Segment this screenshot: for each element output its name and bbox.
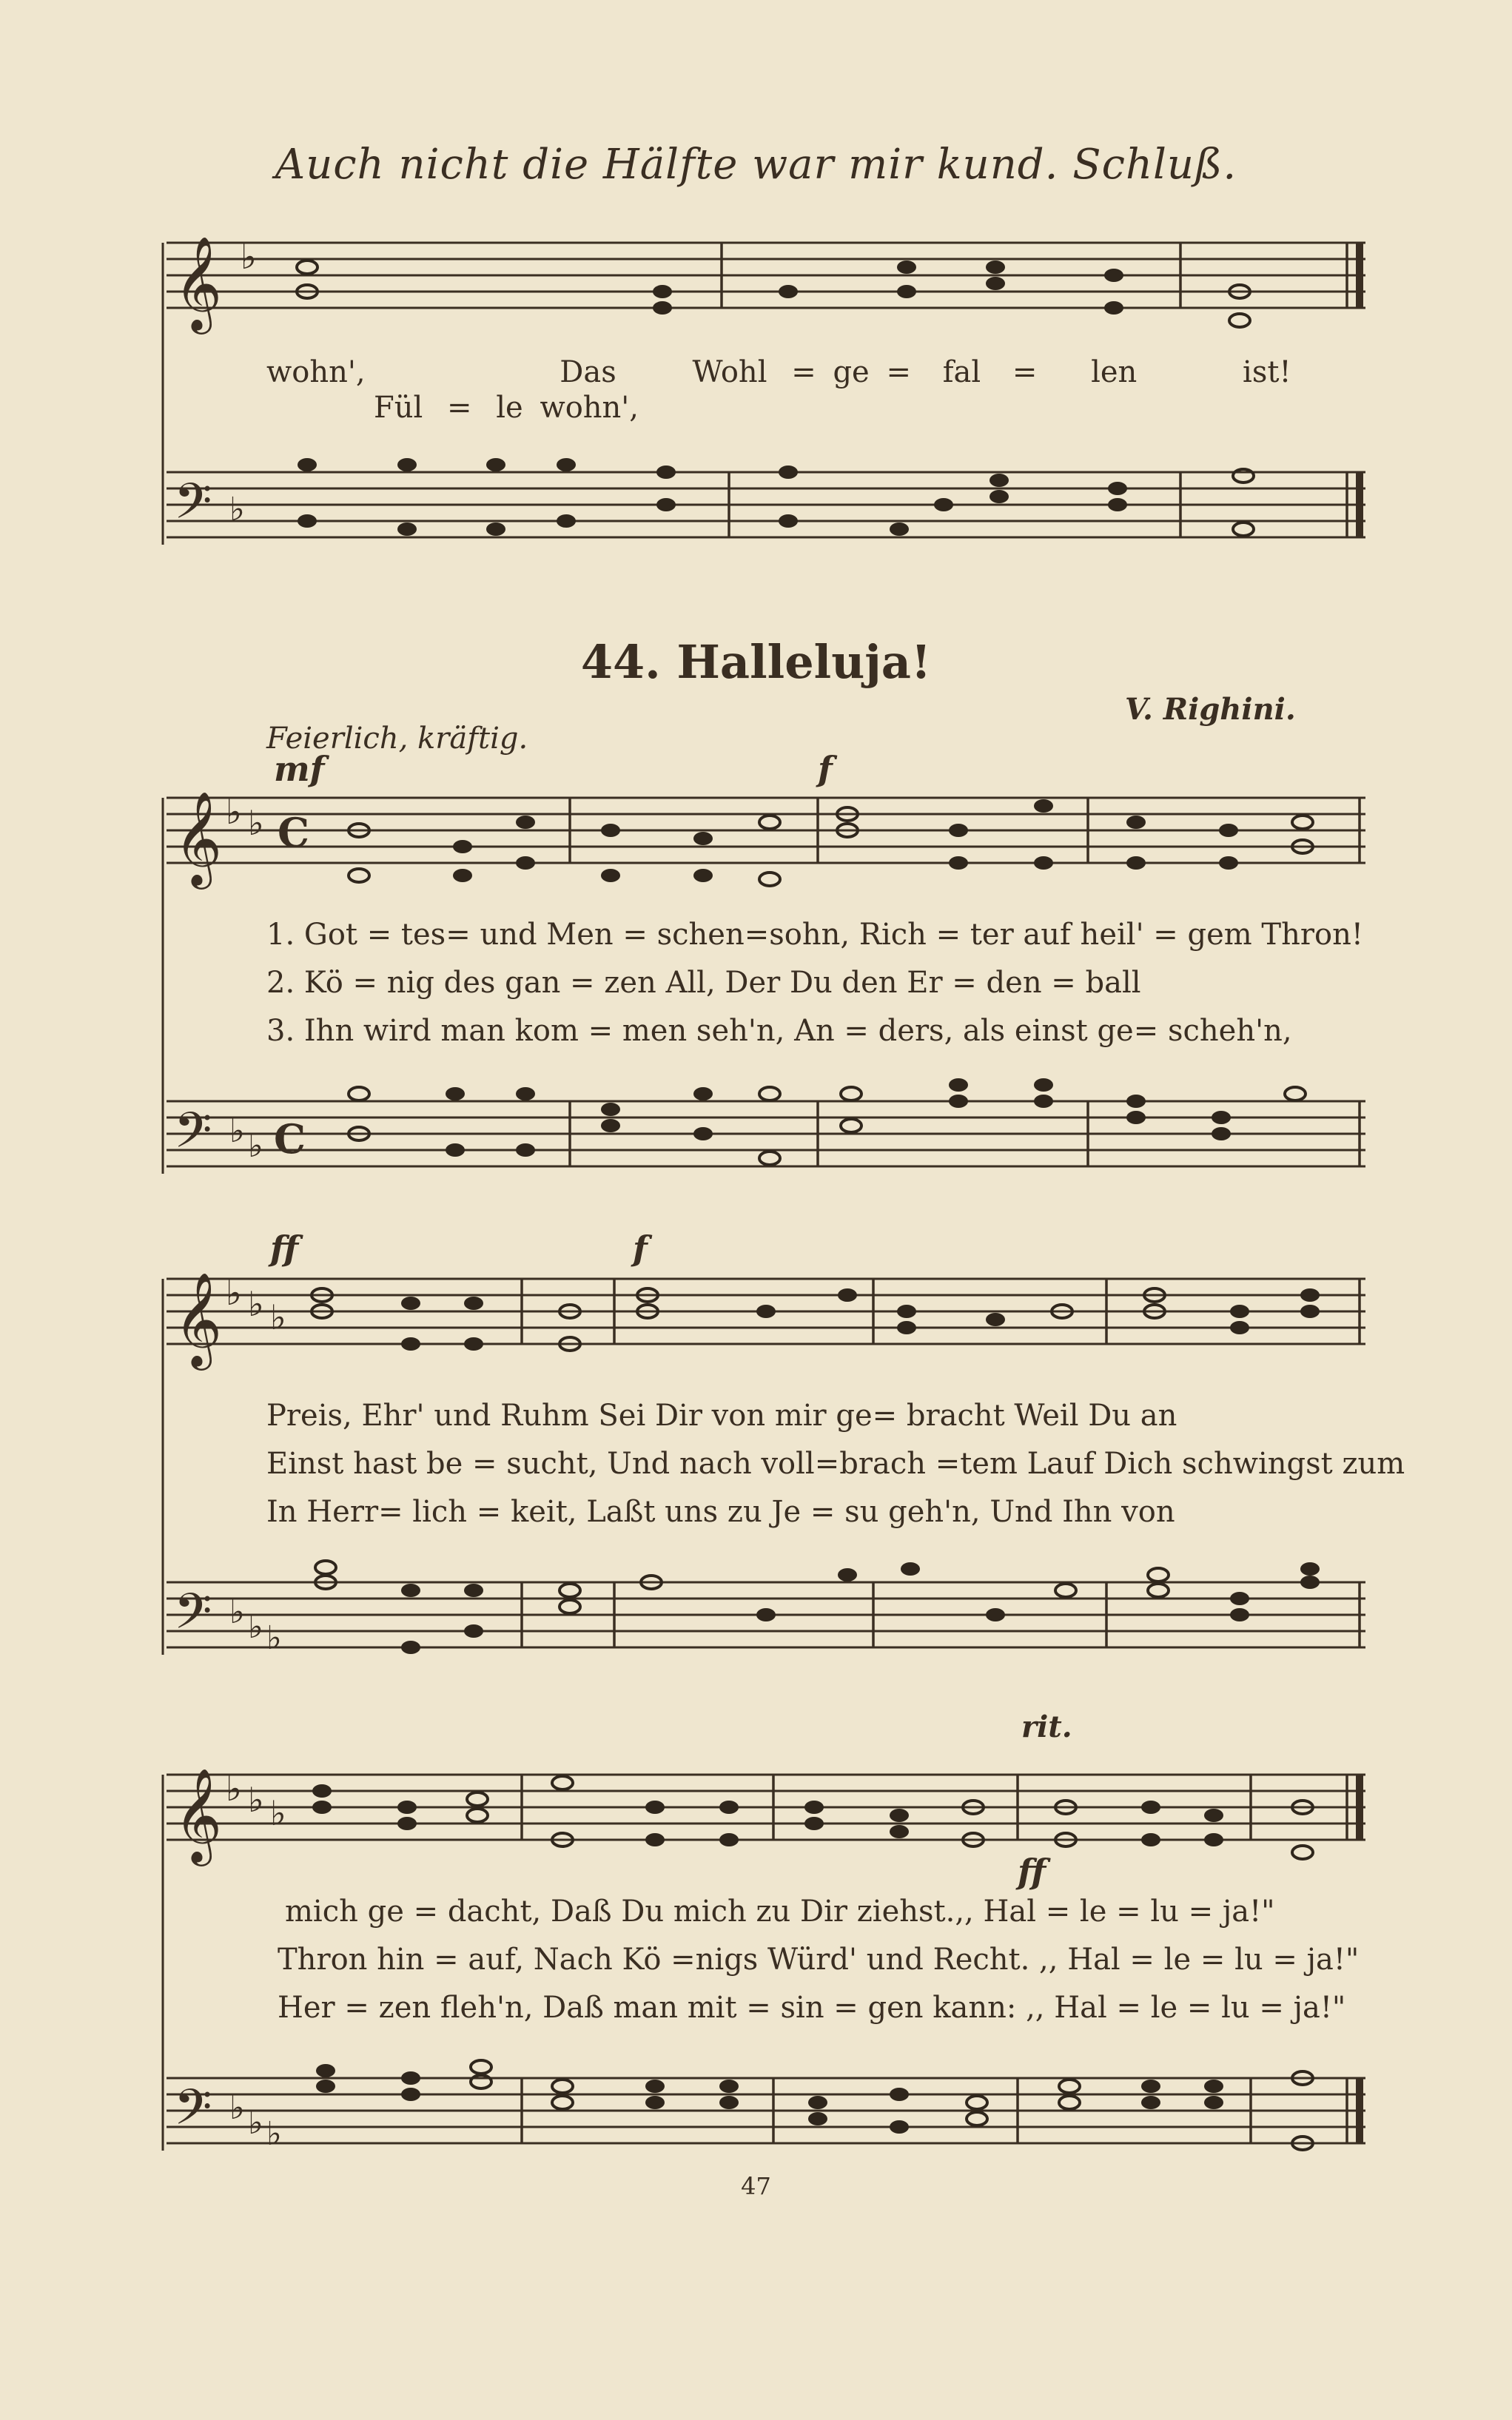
dynamic-mf: mf — [274, 749, 325, 789]
svg-text:♭: ♭ — [270, 1793, 286, 1833]
system3-verse-3: Her = zen fleh'n, Daß man mit = sin = gen kann: ,, Hal = le = lu = ja!" — [278, 1991, 1346, 2025]
svg-text:𝄞: 𝄞 — [174, 1271, 223, 1366]
system2-bass-staff — [167, 1575, 1380, 1664]
svg-text:♭: ♭ — [241, 237, 257, 277]
lyric-word: Wohl — [692, 355, 767, 389]
svg-text:♭: ♭ — [248, 803, 264, 843]
svg-text:𝄢: 𝄢 — [174, 1102, 212, 1171]
svg-text:𝄢: 𝄢 — [174, 1583, 212, 1652]
svg-text:♭: ♭ — [248, 1608, 263, 1646]
dynamic-f: f — [818, 749, 833, 789]
composer-name: V. Righini. — [1125, 692, 1296, 727]
dynamic-f-2: f — [633, 1229, 648, 1268]
hymn-name: Halleluja! — [676, 635, 932, 689]
previous-hymn-bass-staff — [167, 465, 1380, 554]
svg-text:𝄢: 𝄢 — [174, 473, 212, 542]
system3-verse-2: Thron hin = auf, Nach Kö =nigs Würd' und Recht. ,, Hal = le = lu = ja!" — [278, 1943, 1360, 1977]
system1-verse-3: 3. Ihn wird man kom = men seh'n, An = ders, als einst ge= scheh'n, — [266, 1014, 1292, 1048]
system1-verse-1: 1. Got = tes= und Men = schen=sohn, Rich = ter auf heil' = gem Thron! — [266, 918, 1363, 952]
svg-text:C: C — [274, 1115, 306, 1163]
system-brackets — [148, 0, 178, 2420]
lyric-word: len — [1091, 355, 1138, 389]
lyric-word: = — [886, 355, 911, 389]
svg-text:♭: ♭ — [266, 2115, 282, 2153]
svg-text:♭: ♭ — [248, 1780, 264, 1820]
lyric-word: Fül — [374, 391, 423, 425]
lyric-word: ist! — [1243, 355, 1291, 389]
svg-text:♭: ♭ — [248, 1284, 264, 1324]
ritardando-marking: rit. — [1021, 1710, 1072, 1744]
dynamic-ff-2: ff — [1018, 1852, 1046, 1892]
lyric-word: = — [1012, 355, 1038, 389]
svg-text:♭: ♭ — [248, 1127, 263, 1165]
svg-text:𝄢: 𝄢 — [174, 2079, 212, 2148]
svg-text:♭: ♭ — [226, 1273, 242, 1313]
system3-verse-1: mich ge = dacht, Daß Du mich zu Dir ziehst.,, Hal = le = lu = ja!" — [285, 1895, 1275, 1929]
svg-text:♭: ♭ — [229, 2089, 245, 2127]
svg-text:𝄞: 𝄞 — [174, 1767, 223, 1862]
lyric-word: Das — [560, 355, 616, 389]
svg-text:♭: ♭ — [229, 1112, 245, 1150]
tempo-marking: Feierlich, kräftig. — [266, 722, 528, 756]
dynamic-ff: ff — [270, 1229, 299, 1268]
system3-bass-staff — [167, 2071, 1380, 2159]
system1-verse-2: 2. Kö = nig des gan = zen All, Der Du den Er = den = ball — [266, 966, 1141, 1000]
svg-text:♭: ♭ — [266, 1619, 282, 1657]
svg-text:♭: ♭ — [270, 1297, 286, 1337]
previous-hymn-lyric-line-1 — [266, 355, 1291, 389]
system3-treble-staff — [167, 1767, 1380, 1862]
system2-verse-1: Preis, Ehr' und Ruhm Sei Dir von mir ge= bracht Weil Du an — [266, 1399, 1177, 1433]
previous-hymn-treble-staff — [167, 235, 1380, 330]
hymn-number: 44. — [580, 635, 661, 689]
previous-hymn-heading: Auch nicht die Hälfte war mir kund. Schluß. — [275, 141, 1237, 189]
previous-hymn-lyric-line-2 — [374, 391, 639, 425]
svg-text:♭: ♭ — [229, 491, 245, 528]
svg-text:C: C — [278, 809, 309, 856]
system1-bass-staff — [167, 1094, 1380, 1183]
system2-verse-2: Einst hast be = sucht, Und nach voll=brach =tem Lauf Dich schwingst zum — [266, 1447, 1405, 1481]
hymn-title — [0, 635, 1512, 689]
lyric-word: fal — [942, 355, 981, 389]
svg-text:𝄞: 𝄞 — [174, 790, 223, 885]
page-number: 47 — [741, 2172, 771, 2200]
svg-text:♭: ♭ — [229, 1593, 245, 1631]
lyric-word: wohn', — [540, 391, 639, 425]
svg-text:♭: ♭ — [248, 2104, 263, 2142]
lyric-word: wohn', — [266, 355, 366, 389]
svg-text:𝄞: 𝄞 — [174, 235, 223, 330]
lyric-word: ge — [833, 355, 870, 389]
system1-treble-staff — [167, 790, 1380, 885]
system2-verse-3: In Herr= lich = keit, Laßt uns zu Je = su geh'n, Und Ihn von — [266, 1495, 1175, 1529]
lyric-word: = — [791, 355, 816, 389]
system2-treble-staff — [167, 1271, 1380, 1366]
lyric-word: = — [447, 391, 472, 425]
lyric-word: le — [496, 391, 523, 425]
svg-text:♭: ♭ — [226, 792, 242, 832]
svg-text:♭: ♭ — [226, 1769, 242, 1809]
